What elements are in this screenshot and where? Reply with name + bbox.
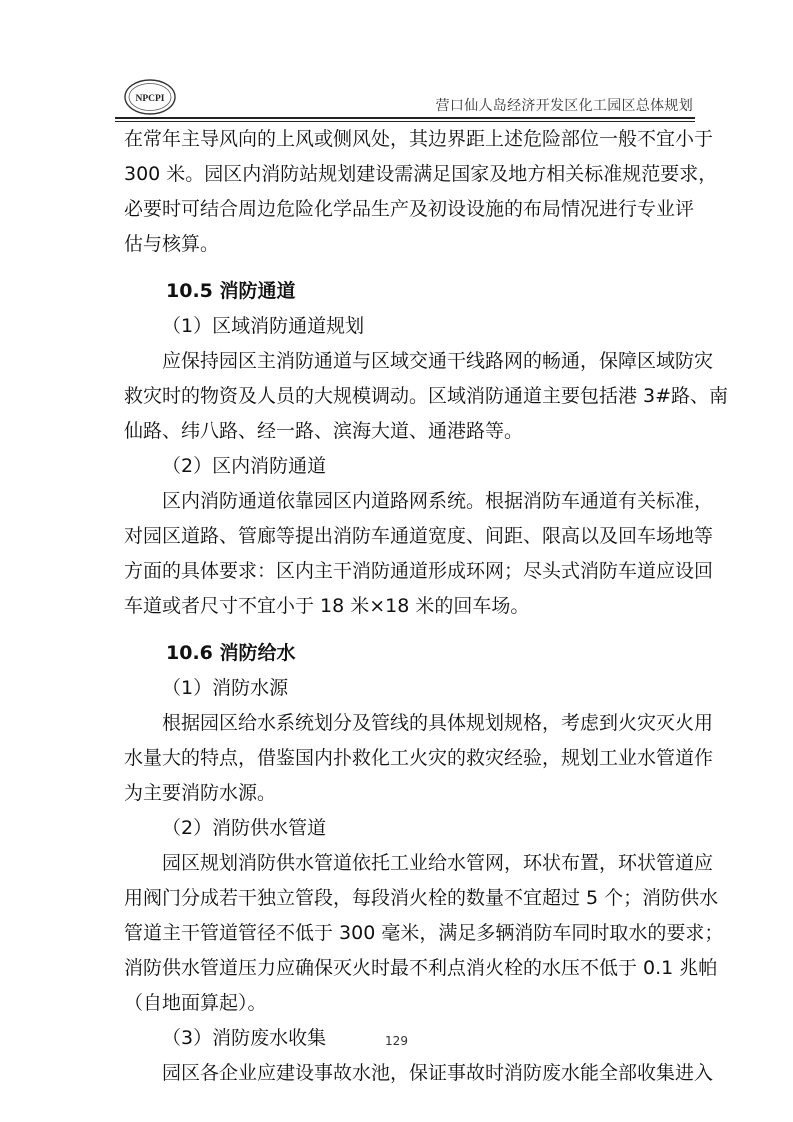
- subsection-title: （1）消防水源: [162, 677, 289, 699]
- paragraph-line: 仙路、纬八路、经一路、滨海大道、通港路等。: [124, 420, 524, 442]
- subsection-title: （1）区域消防通道规划: [162, 315, 365, 337]
- section-heading-10-6: 10.6 消防给水: [166, 642, 296, 664]
- section-heading-10-5: 10.5 消防通道: [166, 280, 296, 302]
- paragraph-line: 区内消防通道依靠园区内道路网系统。根据消防车通道有关标准，: [162, 490, 714, 512]
- paragraph-line: 管道主干管道管径不低于 300 毫米，满足多辆消防车同时取水的要求；: [124, 922, 724, 944]
- subsection-title: （2）区内消防通道: [162, 455, 327, 477]
- paragraph-line: 车道或者尺寸不宜小于 18 米×18 米的回车场。: [124, 595, 530, 617]
- paragraph-line: 水量大的特点，借鉴国内扑救化工火灾的救灾经验，规划工业水管道作: [124, 747, 714, 769]
- header-rule-thick: [115, 117, 695, 119]
- header-rule-thin: [115, 121, 695, 122]
- paragraph-line: （自地面算起）。: [124, 992, 267, 1014]
- paragraph-line: 用阀门分成若干独立管段，每段消火栓的数量不宜超过 5 个；消防供水: [124, 887, 719, 909]
- svg-text:NPCPI: NPCPI: [135, 94, 165, 104]
- paragraph-line: 根据园区给水系统划分及管线的具体规划规格，考虑到火灾灭火用: [162, 712, 714, 734]
- intro-line: 300 米。园区内消防站规划建设需满足国家及地方相关标准规范要求，: [124, 163, 718, 185]
- paragraph-line: 园区规划消防供水管道依托工业给水管网，环状布置，环状管道应: [162, 852, 714, 874]
- page-number: 129: [385, 1034, 408, 1048]
- subsection-title: （3）消防废水收集: [162, 1027, 327, 1049]
- paragraph-line: 消防供水管道压力应确保灭火时最不利点消火栓的水压不低于 0.1 兆帕: [124, 957, 718, 979]
- page-header: [115, 62, 695, 118]
- npcpi-logo-icon: [123, 78, 177, 116]
- paragraph-line: 园区各企业应建设事故水池，保证事故时消防废水能全部收集进入: [162, 1062, 714, 1084]
- header-title: 营口仙人岛经济开发区化工园区总体规划: [435, 98, 693, 114]
- intro-line: 必要时可结合周边危险化学品生产及初设设施的布局情况进行专业评: [124, 198, 695, 220]
- paragraph-line: 为主要消防水源。: [124, 782, 277, 804]
- paragraph-line: 救灾时的物资及人员的大规模调动。区域消防通道主要包括港 3#路、南: [124, 385, 729, 407]
- subsection-title: （2）消防供水管道: [162, 817, 327, 839]
- paragraph-line: 方面的具体要求：区内主干消防通道形成环网；尽头式消防车道应设回: [124, 560, 714, 582]
- intro-line: 在常年主导风向的上风或侧风处，其边界距上述危险部位一般不宜小于: [124, 128, 714, 150]
- document-body: [124, 126, 729, 1095]
- paragraph-line: 对园区道路、管廊等提出消防车通道宽度、间距、限高以及回车场地等: [124, 525, 714, 547]
- paragraph-line: 应保持园区主消防通道与区域交通干线路网的畅通，保障区域防灾: [162, 350, 714, 372]
- intro-line: 估与核算。: [124, 233, 220, 255]
